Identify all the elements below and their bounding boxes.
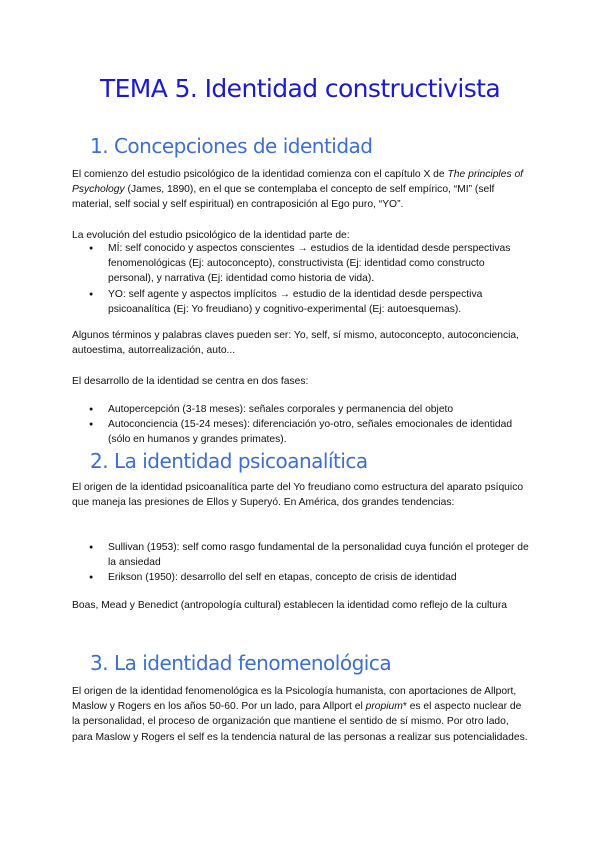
section2-intro: El origen de la identidad psicoanalítica parte del Yo freudiano como estructura del aparato psíquico que maneja las presiones de Ellos y Superyó. En América, dos grandes tendencias: xyxy=(72,482,524,509)
section-heading-3: 3. La identidad fenomenológica xyxy=(90,651,392,675)
tendencies-list xyxy=(72,540,530,586)
phases-list xyxy=(72,402,530,448)
list-item: ● Autoconciencia (15-24 meses): diferenciación yo-otro, señales emocionales de identidad (sólo en humanos y grandes primates). xyxy=(72,417,530,447)
section-heading-2: 2. La identidad psicoanalítica xyxy=(90,449,368,473)
phases-lead: El desarrollo de la identidad se centra en dos fases: xyxy=(72,376,309,387)
list-item: ● YO: self agente y aspectos implícitos → estudio de la identidad desde perspectiva psicoanalítica (Ej: Yo freudiano) y cognitivo-experimental (Ej: autoesquemas). xyxy=(72,287,530,317)
section1-intro: El comienzo del estudio psicológico de la identidad comienza con el capítulo X de The principles of Psychology (James, 1890), en el que se contemplaba el concepto de self empírico, “MI” (self material, self social y self espiritual) en contraposición al Ego puro, “YO”. xyxy=(72,169,524,211)
section2-closing: Boas, Mead y Benedict (antropología cultural) establecen la identidad como reflejo de la cultura xyxy=(72,600,508,611)
list-item: ● MÍ: self conocido y aspectos conscientes → estudios de la identidad desde perspectivas fenomenológicas (Ej: autoconcepto), constructivista (Ej: identidad como constructo personal), y narrativa (Ej: identidad como historia de vida). xyxy=(72,241,530,287)
list-item: ● Erikson (1950): desarrollo del self en etapas, concepto de crisis de identidad xyxy=(72,570,530,585)
list-item: ● Sullivan (1953): self como rasgo fundamental de la personalidad cuya función el proteger de la ansiedad xyxy=(72,540,530,570)
section3-body: El origen de la identidad fenomenológica es la Psicología humanista, con aportaciones de Allport, Maslow y Rogers en los años 50-60. Por un lado, para Allport el propium* es el aspecto nuclear de la personalidad, el proceso de organización que mantiene el sentido de sí mismo. Por otro lado, para Maslow y Rogers el self es la tendencia natural de las personas a realizar sus potencialidades. xyxy=(72,686,528,743)
list-item: ● Autopercepción (3-18 meses): señales corporales y permanencia del objeto xyxy=(72,402,530,417)
evolution-list xyxy=(72,241,530,317)
page-title: TEMA 5. Identidad constructivista xyxy=(99,74,501,103)
propium-term: propium xyxy=(365,701,403,713)
keywords-paragraph: Algunos términos y palabras claves pueden ser: Yo, self, sí mismo, autoconcepto, autoconciencia, autoestima, autorrealización, auto... xyxy=(72,330,520,357)
book-title: The principles of Psychology xyxy=(72,169,524,196)
section-heading-1: 1. Concepciones de identidad xyxy=(90,134,373,158)
evolution-lead: La evolución del estudio psicológico de la identidad parte de: xyxy=(72,230,350,241)
